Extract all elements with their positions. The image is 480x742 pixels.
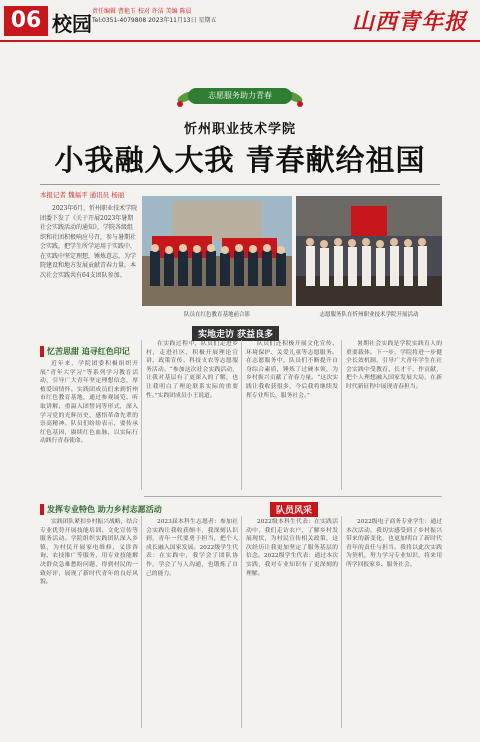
group-photo-left bbox=[142, 196, 292, 306]
col-divider bbox=[241, 340, 242, 490]
body-col4-bottom: 2022级电子商务专业学生：通过本次活动，我切实感受到了乡村振兴带来的新变化，也更加明白了新时代青年的责任与担当。我将以此次实践为契机，努力学习专业知识，将来用所学回报家乡、服务社会。 bbox=[346, 519, 442, 568]
caption-left: 队员在红色教育基地前合影 bbox=[183, 312, 250, 318]
page-header bbox=[0, 0, 480, 42]
article-kicker: 忻州职业技术学院 bbox=[183, 122, 296, 137]
body-col3-bottom: 2022级本科生代表：在实践活动中，我们走访农户，了解乡村发展现状，为村民宣传相关政策，这次经历让我更加坚定了服务基层的信念。2022级学生代表：通过本次实践，我对专业知识有了更深刻的理解。 bbox=[246, 519, 338, 577]
section-badge-right: 队员风采 bbox=[270, 502, 318, 517]
body-col2-top: 在实践过程中，队员们走进乡村，走进社区，积极开展理论宣讲、政策宣传、科技支农等志愿服务活动。“参加这次社会实践活动，让我对基层有了更深入的了解，也让我明白了理论联系实际的重要性。”实践团成员小王说道。 bbox=[146, 341, 238, 399]
body-col1-top: 近年来，学院团委积极组织开展“青年大学习”等系列学习教育活动，引导广大青年坚定理想信念，厚植爱国情怀。实践团成员们来到忻州市红色教育基地，通过参观展览、听取讲解、重温入团誓词等形式，深入学习党的光辉历史，感悟革命先辈的崇高精神。队员们纷纷表示，要传承红色基因，赓续红色血脉，以实际行动践行青春使命。 bbox=[40, 361, 138, 445]
heading-volunteer: 发挥专业特色 助力乡村志愿活动 bbox=[40, 504, 162, 515]
section-badge-middle: 实地走访 获益良多 bbox=[192, 326, 279, 341]
header-info bbox=[92, 7, 217, 25]
group-photo-right bbox=[296, 196, 442, 306]
contact-line: Tel:0351-4079808 2023年11月13日 星期五 bbox=[92, 17, 217, 24]
body-col4-top: 暑期社会实践是学院实践育人的重要载体。下一步，学院将进一步健全长效机制，引导广大青年学生在社会实践中受教育、长才干、作贡献，把个人理想融入国家发展大局，在新时代新征程中展现青春担当。 bbox=[346, 341, 442, 390]
col-divider bbox=[341, 340, 342, 490]
caption-right: 志愿服务队在忻州职业技术学院开展活动 bbox=[319, 312, 419, 318]
col-divider bbox=[141, 340, 142, 490]
page-number: 06 bbox=[4, 6, 48, 36]
body-col1-bottom: 实践团队紧扣乡村振兴战略，结合专业优势开展技能培训、文化宣传等服务活动。学院组织实践团队深入乡镇，为村民开展家电维修、义诊咨询、农技推广等服务，用专业技能解决群众急难愁盼问题，得到村民的一致好评，展现了新时代青年的良好风貌。 bbox=[40, 519, 138, 586]
headline-rule bbox=[40, 184, 440, 185]
col-divider bbox=[241, 516, 242, 728]
editor-line: 责任编辑 曹艳玉 校对 许洁 美编 陈晨 bbox=[92, 8, 192, 15]
body-col3-top: 队员们还积极开展文化宣传、环境保护、关爱儿童等志愿服务。在志愿服务中，队员们不断提升自身综合素质，锤炼了过硬本领，为乡村振兴贡献了青春力量。“这次实践让我收获很多，今后我将继续发挥专业所长，服务社会。” bbox=[246, 341, 338, 399]
masthead-logo: 山西青年报 bbox=[352, 9, 468, 35]
theme-banner: 志愿服务助力青春 bbox=[188, 88, 292, 104]
section-divider bbox=[144, 496, 442, 497]
col-divider bbox=[141, 516, 142, 728]
article-intro: 2023年6月，忻州职业技术学院团委下发了《关于开展2023年暑期社会实践活动的通知》，学院各级组织和社团积极响应号召，参与暑期社会实践，把学生所学运用于实践中，在实践中坚定理想，锤炼意志，为学院建设和地方发展贡献青春力量。本次社会实践共有64支团队参加。 bbox=[40, 205, 138, 279]
section-name: 校园 bbox=[52, 12, 92, 36]
heading-red-memory: 忆苦思甜 追寻红色印记 bbox=[40, 346, 130, 357]
body-col2-bottom: 2023届本科生志愿者：参加社会实践让我收获颇丰，我深刻认识到，青年一代要勇于担当，把个人成长融入国家发展。2022级学生代表：在实践中，我学会了团队协作，学会了与人沟通，也锻炼了自己的能力。 bbox=[146, 519, 238, 577]
article-headline: 小我融入大我 青春献给祖国 bbox=[54, 143, 426, 177]
byline: 本报记者 魏福平 通讯员 杨丽 bbox=[40, 191, 125, 199]
header-divider bbox=[0, 40, 480, 42]
col-divider bbox=[341, 516, 342, 728]
